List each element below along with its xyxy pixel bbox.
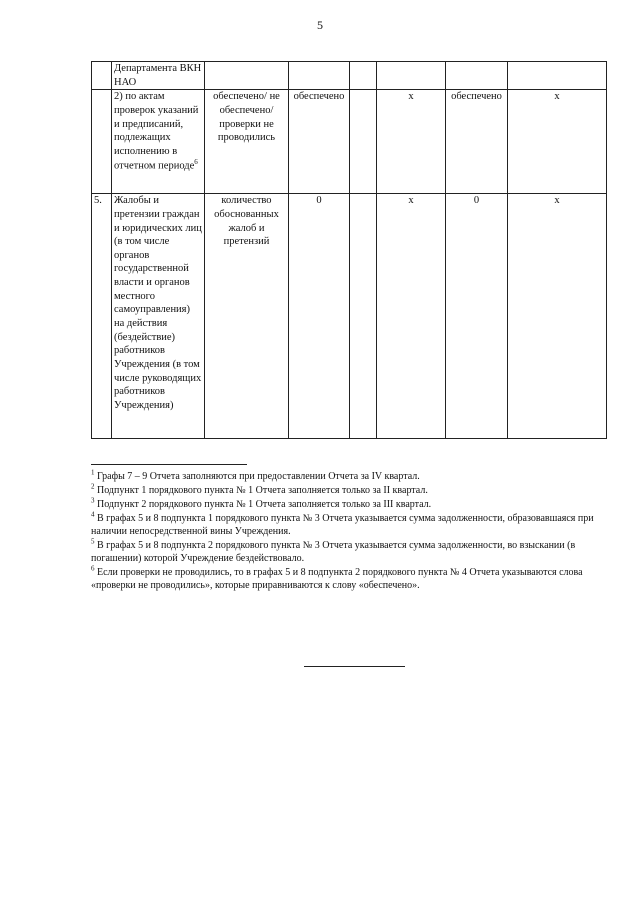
value-cell: обеспечено <box>446 90 508 194</box>
value-cell <box>289 62 350 90</box>
report-table <box>91 61 607 439</box>
footnote-mark: 5 <box>91 537 95 546</box>
footnote-text: Подпункт 2 порядкового пункта № 1 Отчета заполняется только за III квартал. <box>94 499 432 510</box>
footnote-text: В графах 5 и 8 подпункта 1 порядкового пункта № 3 Отчета указывается сумма задолженности, образовавшаяся при наличии непосредственной вины Учреждения. <box>91 513 594 537</box>
unit-cell: обеспечено/ не обеспечено/ проверки не проводились <box>205 90 289 194</box>
value-cell <box>350 90 377 194</box>
value-cell: 0 <box>289 194 350 439</box>
footnote <box>91 498 611 511</box>
indicator-cell: Департамента ВКН НАО <box>112 62 205 90</box>
footnote-mark: 1 <box>91 468 95 477</box>
value-cell <box>350 194 377 439</box>
value-cell <box>446 62 508 90</box>
value-cell: 0 <box>446 194 508 439</box>
footnote <box>91 539 611 565</box>
value-cell: х <box>377 194 446 439</box>
value-cell <box>508 62 607 90</box>
footnote-separator <box>91 464 247 465</box>
footnote-text: Графы 7 – 9 Отчета заполняются при предоставлении Отчета за IV квартал. <box>94 471 420 482</box>
indicator-cell: Жалобы и претензии граждан и юридических лиц (в том числе органов государственной власти и органов местного самоуправления) на действия (бездействие) работников Учреждения (в том числе руководящих работников Учреждения) <box>112 194 205 439</box>
footnote <box>91 512 611 538</box>
footnote-mark: 4 <box>91 510 95 519</box>
footnote-text: В графах 5 и 8 подпункта 2 порядкового пункта № 3 Отчета указывается сумма задолженности, во взыскании (в погашении) которой Учреждение бездействовало. <box>91 540 576 564</box>
value-cell: х <box>508 194 607 439</box>
row-number-cell <box>92 62 112 90</box>
value-cell: х <box>377 90 446 194</box>
footnote-mark: 3 <box>91 496 95 505</box>
footnote <box>91 566 611 592</box>
table-row <box>92 90 607 194</box>
signature-line <box>304 666 405 667</box>
footnote-mark: 6 <box>91 564 95 573</box>
page-number: 5 <box>317 18 323 32</box>
footnote <box>91 484 611 497</box>
unit-cell <box>205 62 289 90</box>
indicator-text: 2) по актам проверок указаний и предписаний, подлежащих исполнению в отчетном периоде <box>114 91 199 172</box>
footnote <box>91 470 611 483</box>
table-row <box>92 62 607 90</box>
footnote-text: Подпункт 1 порядкового пункта № 1 Отчета заполняется только за II квартал. <box>94 485 428 496</box>
footnote-text: Если проверки не проводились, то в графах 5 и 8 подпункта 2 порядкового пункта № 4 Отчета указываются слова «проверки не проводились», которые приравниваются к слову «обеспечено». <box>91 567 583 591</box>
value-cell <box>350 62 377 90</box>
value-cell: обеспечено <box>289 90 350 194</box>
row-number-cell: 5. <box>92 194 112 439</box>
footnotes <box>91 470 611 593</box>
footnote-mark: 2 <box>91 482 95 491</box>
value-cell <box>377 62 446 90</box>
footnote-mark: 6 <box>194 158 198 167</box>
row-number-cell <box>92 90 112 194</box>
indicator-cell <box>112 90 205 194</box>
unit-cell: количество обоснованных жалоб и претензий <box>205 194 289 439</box>
value-cell: х <box>508 90 607 194</box>
table-row <box>92 194 607 439</box>
